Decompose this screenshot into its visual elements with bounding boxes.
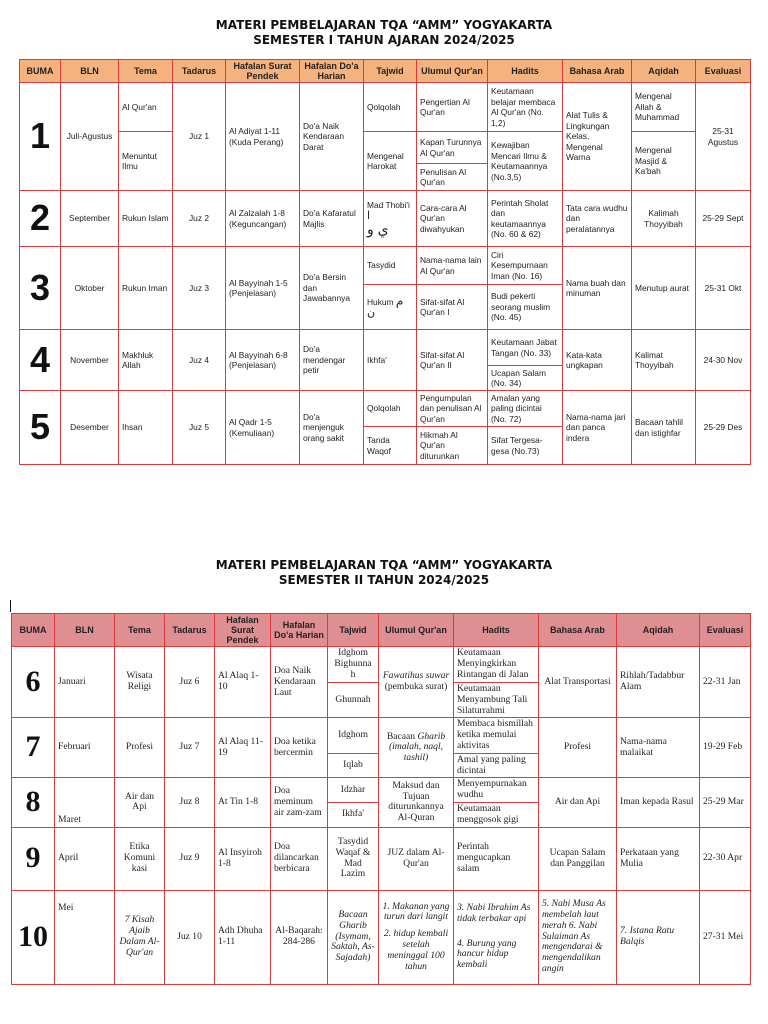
table-row	[20, 391, 751, 427]
tema-cell: Air dan Api	[115, 778, 165, 827]
header-bahasa-arab: Bahasa Arab	[539, 614, 617, 647]
table-row	[12, 827, 751, 890]
hadits-cell: Ciri Kesempurnaan Iman (No. 16)	[488, 247, 563, 285]
month-cell: Desember	[61, 391, 119, 465]
surat-cell: Al Alaq 1-10	[215, 647, 271, 718]
tajwid-cell: Bacaan Gharib (Isymam, Saktah, As-Sajadah)	[328, 890, 379, 984]
tajwid-cell: Ikhfa'	[328, 802, 379, 827]
tajwid-cell: Ghunnah	[328, 683, 379, 718]
table-row	[20, 330, 751, 366]
surat-cell: Al Bayyinah 1-5 (Penjelasan)	[226, 247, 300, 330]
ulum-cell: Nama-nama lain Al Qur'an	[417, 247, 488, 285]
header-hadits: Hadits	[454, 614, 539, 647]
aqidah-cell: Iman kepada Rasul	[617, 778, 700, 827]
header-tadarus: Tadarus	[165, 614, 215, 647]
story-item: 1. Makanan yang turun dari langit	[382, 900, 450, 923]
doa-cell: Doa ketika bercermin	[271, 718, 328, 778]
semester1-title-line1: MATERI PEMBELAJARAN TQA “AMM” YOGYAKARTA	[215, 18, 553, 32]
header-hafalan-surat: Hafalan Surat Pendek	[226, 60, 300, 83]
arabic-mim-glyph: م	[395, 294, 404, 308]
tadarus-cell: Juz 6	[165, 647, 215, 718]
ulum-text: (pembuka surat)	[384, 681, 448, 693]
header-tema: Tema	[119, 60, 173, 83]
ulum-cell: Sifat-sifat Al Qur'an I	[417, 285, 488, 330]
hadits-cell: Sifat Tergesa-gesa (No.73)	[488, 427, 563, 465]
header-aqidah: Aqidah	[617, 614, 700, 647]
surat-cell: Al Qadr 1-5 (Kemuliaan)	[226, 391, 300, 465]
doa-cell: Do'a mendengar petir	[300, 330, 364, 391]
tadarus-cell: Juz 2	[173, 191, 226, 247]
story-item: 4. Burung yang hancur hidup kembali	[457, 937, 517, 971]
aqidah-cell: Perkataan yang Mulia	[617, 827, 700, 890]
ulum-cell: Cara-cara Al Qur'an diwahyukan	[417, 191, 488, 247]
table-row	[12, 778, 751, 803]
arabic-glyphs: ي و	[367, 221, 389, 237]
month-cell: Februari	[55, 718, 115, 778]
hadits-cell: Keutamaan belajar membaca Al Qur'an (No. 1,2)	[488, 83, 563, 132]
hadits-cell: Amalan yang paling dicintai (No. 72)	[488, 391, 563, 427]
header-tajwid: Tajwid	[364, 60, 417, 83]
header-hadits: Hadits	[488, 60, 563, 83]
tema-cell: Wisata Religi	[115, 647, 165, 718]
month-cell: Maret	[55, 778, 115, 827]
semester2-header-row	[12, 614, 751, 647]
tema-cell: Rukun Iman	[119, 247, 173, 330]
ulum-cell: JUZ dalam Al-Qur'an	[379, 827, 454, 890]
row-number: 7	[12, 718, 55, 778]
header-hafalan-doa: Hafalan Do'a Harian	[271, 614, 328, 647]
ulum-cell	[379, 718, 454, 778]
tajwid-cell: Iqlab	[328, 753, 379, 778]
tema-cell: Ihsan	[119, 391, 173, 465]
table-row	[20, 247, 751, 285]
surat-cell: Al Zalzalah 1-8 (Keguncangan)	[226, 191, 300, 247]
aqidah-cell: Bacaan tahlil dan istighfar	[632, 391, 696, 465]
semester2-table	[11, 613, 751, 985]
header-tadarus: Tadarus	[173, 60, 226, 83]
ulum-cell: Sifat-sifat Al Qur'an II	[417, 330, 488, 391]
ulum-cell: Penulisan Al Qur'an	[417, 164, 488, 191]
arabic-alif-glyph: ا	[367, 209, 371, 222]
surat-cell: Al Alaq 11-19	[215, 718, 271, 778]
row-number: 4	[20, 330, 61, 391]
story-item: 3. Nabi Ibrahim As tidak terbakar api	[457, 902, 531, 924]
month-cell: Mei	[55, 890, 115, 984]
ulum-cell: Pengertian Al Qur'an	[417, 83, 488, 132]
tadarus-cell: Juz 3	[173, 247, 226, 330]
evaluasi-cell: 25-29 Mar	[700, 778, 751, 827]
ulum-cell	[379, 647, 454, 718]
surat-cell: Al Insyiroh 1-8	[215, 827, 271, 890]
hadits-cell: Membaca bismillah ketika memulai aktivitas	[454, 718, 539, 753]
row-number: 1	[20, 83, 61, 191]
table-row	[20, 132, 751, 164]
header-tajwid: Tajwid	[328, 614, 379, 647]
hadits-cell: Ucapan Salam (No. 34)	[488, 366, 563, 391]
tema-cell: Menuntut Ilmu	[119, 132, 173, 191]
row-number: 9	[12, 827, 55, 890]
row-number: 6	[12, 647, 55, 718]
hadits-cell: Keutamaan Menyingkirkan Rintangan di Jalan	[454, 647, 539, 683]
tema-cell: Etika Komuni kasi	[115, 827, 165, 890]
hadits-cell: Amal yang paling dicintai	[454, 753, 539, 778]
tajwid-cell: Idghom Bighunna h	[328, 647, 379, 683]
tajwid-cell: Ikhfa'	[364, 330, 417, 391]
header-aqidah: Aqidah	[632, 60, 696, 83]
surat-cell: Adh Dhuha 1-11	[215, 890, 271, 984]
tajwid-cell: Mengenal Harokat	[364, 132, 417, 191]
arab-cell: Tata cara wudhu dan peralatannya	[563, 191, 632, 247]
month-cell: Oktober	[61, 247, 119, 330]
aqidah-cell: Mengenal Masjid & Ka'bah	[632, 132, 696, 191]
tadarus-cell: Juz 4	[173, 330, 226, 391]
aqidah-cell: 7. Istana Ratu Balqis	[617, 890, 700, 984]
evaluasi-cell: 25-29 Sept	[696, 191, 751, 247]
month-cell: April	[55, 827, 115, 890]
table-row	[20, 191, 751, 247]
semester1-header-row	[20, 60, 751, 83]
arab-cell: Nama buah dan minuman	[563, 247, 632, 330]
text-cursor	[10, 600, 11, 612]
header-bln: BLN	[55, 614, 115, 647]
tajwid-cell	[364, 285, 417, 330]
hadits-cell: Menyempurnakan wudhu	[454, 778, 539, 803]
arab-cell: 5. Nabi Musa As membelah laut merah 6. Nabi Sulaiman As mengendarai & mengendalikan angin	[539, 890, 617, 984]
arab-cell: Alat Transportasi	[539, 647, 617, 718]
header-evaluasi: Evaluasi	[696, 60, 751, 83]
arab-cell: Air dan Api	[539, 778, 617, 827]
doa-cell: Do'a Kafaratul Majlis	[300, 191, 364, 247]
evaluasi-cell: 25-31 Okt	[696, 247, 751, 330]
evaluasi-cell: 22-31 Jan	[700, 647, 751, 718]
ulum-text: Fawatihus suwar	[382, 670, 450, 682]
aqidah-cell: Menutup aurat	[632, 247, 696, 330]
ulum-cell: Maksud dan Tujuan diturunkannya Al-Quran	[379, 778, 454, 827]
ulum-cell	[379, 890, 454, 984]
doa-cell: Doa meminum air zam-zam	[271, 778, 328, 827]
row-number: 5	[20, 391, 61, 465]
row-number: 10	[12, 890, 55, 984]
arab-cell: Kata-kata ungkapan	[563, 330, 632, 391]
tema-cell: Al Qur'an	[119, 83, 173, 132]
ulum-text: (imalah, naql, tashil)	[388, 741, 444, 764]
arab-cell: Nama-nama jari dan panca indera	[563, 391, 632, 465]
tajwid-cell	[364, 191, 417, 247]
header-hafalan-surat: Hafalan Surat Pendek	[215, 614, 271, 647]
surat-cell: Al Bayyinah 6-8 (Penjelasan)	[226, 330, 300, 391]
semester2-title-line2: SEMESTER II TAHUN 2024/2025	[278, 573, 490, 587]
hadits-cell: Budi pekerti seorang muslim (No. 45)	[488, 285, 563, 330]
surat-cell: Al Adiyat 1-11 (Kuda Perang)	[226, 83, 300, 191]
row-number: 3	[20, 247, 61, 330]
hadits-cell: Keutamaan Jabat Tangan (No. 33)	[488, 330, 563, 366]
tema-cell: 7 Kisah Ajaib Dalam Al-Qur'an	[115, 890, 165, 984]
tadarus-cell: Juz 8	[165, 778, 215, 827]
tadarus-cell: Juz 7	[165, 718, 215, 778]
tadarus-cell: Juz 1	[173, 83, 226, 191]
tema-cell: Profesi	[115, 718, 165, 778]
header-tema: Tema	[115, 614, 165, 647]
month-cell: November	[61, 330, 119, 391]
tajwid-cell: Qolqolah	[364, 83, 417, 132]
evaluasi-cell: 27-31 Mei	[700, 890, 751, 984]
ulum-cell: Kapan Turunnya Al Qur'an	[417, 132, 488, 164]
semester1-title	[0, 18, 768, 48]
month-cell: Juli-Agustus	[61, 83, 119, 191]
ulum-text: Bacaan	[386, 730, 416, 742]
semester2-title	[0, 558, 768, 588]
tajwid-cell: Tasydid Waqaf & Mad Lazim	[328, 827, 379, 890]
tajwid-cell: Tasydid	[364, 247, 417, 285]
hadits-cell: Perintah Sholat dan keutamaannya (No. 60 & 62)	[488, 191, 563, 247]
semester2-title-line1: MATERI PEMBELAJARAN TQA “AMM” YOGYAKARTA	[215, 558, 553, 572]
evaluasi-cell: 22-30 Apr	[700, 827, 751, 890]
doa-cell: Do'a Naik Kendaraan Darat	[300, 83, 364, 191]
aqidah-cell: Mengenal Allah & Muhammad	[632, 83, 696, 132]
evaluasi-cell: 19-29 Feb	[700, 718, 751, 778]
tajwid-text: Mad Thobi'i	[367, 200, 410, 210]
hadits-cell	[454, 890, 539, 984]
aqidah-cell: Kalimat Thoyyibah	[632, 330, 696, 391]
arab-cell: Profesi	[539, 718, 617, 778]
row-number: 2	[20, 191, 61, 247]
tema-cell: Makhluk Allah	[119, 330, 173, 391]
evaluasi-cell: 25-31 Agustus	[696, 83, 751, 191]
arab-cell: Ucapan Salam dan Panggilan	[539, 827, 617, 890]
month-cell: Januari	[55, 647, 115, 718]
ulum-cell: Hikmah Al Qur'an diturunkan	[417, 427, 488, 465]
hadits-cell: Perintah mengucapkan salam	[454, 827, 539, 890]
table-row	[12, 647, 751, 683]
header-evaluasi: Evaluasi	[700, 614, 751, 647]
ulum-text: Gharib	[417, 730, 446, 742]
header-ulumul-quran: Ulumul Qur'an	[417, 60, 488, 83]
header-buma: BUMA	[12, 614, 55, 647]
doa-cell: Do'a Bersin dan Jawabannya	[300, 247, 364, 330]
hadits-cell: Keutamaan menggosok gigi	[454, 802, 539, 827]
table-row	[20, 83, 751, 107]
header-ulumul-quran: Ulumul Qur'an	[379, 614, 454, 647]
evaluasi-cell: 25-29 Des	[696, 391, 751, 465]
tadarus-cell: Juz 5	[173, 391, 226, 465]
hadits-cell: Kewajiban Mencari Ilmu & Keutamaannya (No.3,5)	[488, 132, 563, 191]
table-row	[12, 890, 751, 984]
header-buma: BUMA	[20, 60, 61, 83]
month-cell: September	[61, 191, 119, 247]
evaluasi-cell: 24-30 Nov	[696, 330, 751, 391]
doa-cell: Doa Naik Kendaraan Laut	[271, 647, 328, 718]
arabic-nun-glyph: ن	[367, 306, 376, 319]
doa-cell: Do'a menjenguk orang sakit	[300, 391, 364, 465]
hadits-cell: Keutamaan Menyambung Tali Silaturrahmi	[454, 683, 539, 718]
tajwid-cell: Qolqolah	[364, 391, 417, 427]
row-number: 8	[12, 778, 55, 827]
arab-cell: Alat Tulis & Lingkungan Kelas, Mengenal Warna	[563, 83, 632, 191]
tajwid-cell: Idghom	[328, 718, 379, 753]
tadarus-cell: Juz 9	[165, 827, 215, 890]
tema-cell: Rukun Islam	[119, 191, 173, 247]
aqidah-cell: Nama-nama malaikat	[617, 718, 700, 778]
tajwid-cell: Tanda Waqof	[364, 427, 417, 465]
surat-cell: At Tin 1-8	[215, 778, 271, 827]
tajwid-cell: Idzhar	[328, 778, 379, 803]
tadarus-cell: Juz 10	[165, 890, 215, 984]
semester1-table	[19, 59, 751, 465]
aqidah-cell: Kalimah Thoyyibah	[632, 191, 696, 247]
ulum-cell: Pengumpulan dan penulisan Al Qur'an	[417, 391, 488, 427]
doa-cell: Doa dilancarkan berbicara	[271, 827, 328, 890]
doa-cell: Al-Baqarah: 284-286	[271, 890, 328, 984]
header-bahasa-arab: Bahasa Arab	[563, 60, 632, 83]
header-bln: BLN	[61, 60, 119, 83]
story-item: 2. hidup kembali setelah meninggal 100 tahun	[383, 928, 449, 972]
semester1-title-line2: SEMESTER I TAHUN AJARAN 2024/2025	[253, 33, 515, 47]
table-row	[12, 718, 751, 753]
aqidah-cell: Rihlah/Tadabbur Alam	[617, 647, 700, 718]
tajwid-text: Hukum	[367, 297, 394, 307]
header-hafalan-doa: Hafalan Do'a Harian	[300, 60, 364, 83]
